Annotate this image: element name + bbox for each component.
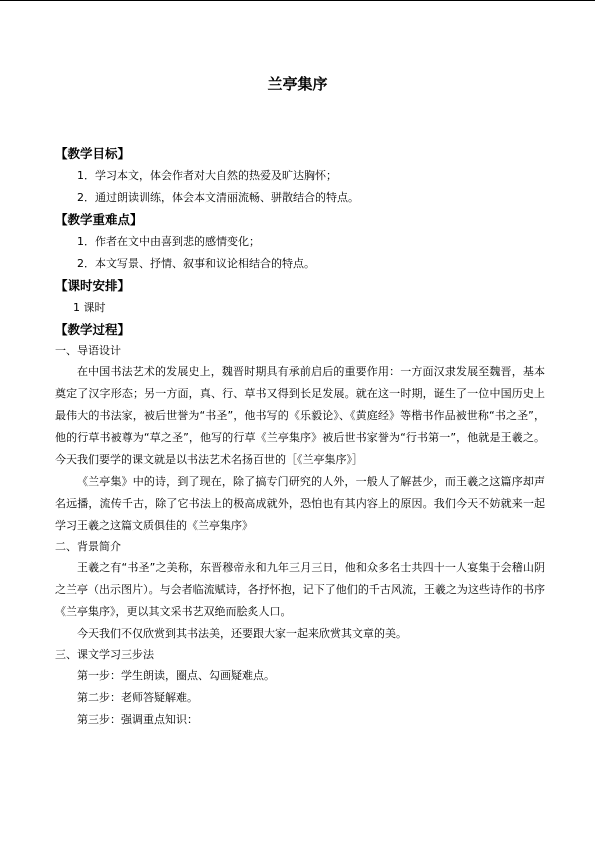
goal-item-2: 2．通过朗读训练，体会本文清丽流畅、骈散结合的特点。 (77, 191, 359, 204)
section-heading-keypoints: 【教学重难点】 (55, 212, 143, 227)
page-title: 兰亭集序 (267, 75, 328, 93)
goal-item-1: 1．学习本文，体会作者对大自然的热爱及旷达胸怀； (77, 169, 337, 182)
section-heading-goals: 【教学目标】 (55, 146, 131, 161)
section-heading-schedule: 【课时安排】 (55, 278, 131, 293)
document-body (55, 143, 545, 731)
background-paragraph-1: 王羲之有“书圣”之美称，东晋穆帝永和九年三月三日，他和众多名士共四十一人宴集于会稽山阴之兰亭（出示图片）。与会者临流赋诗，各抒怀抱，记下了他们的千古风流，王羲之为这些诗作的书序《兰亭集序》，更以其文采书艺双绝而脍炙人口。 (55, 561, 545, 618)
steps-subheading: 三、课文学习三步法 (55, 648, 154, 661)
keypoint-item-2: 2．本文写景、抒情、叙事和议论相结合的特点。 (77, 257, 315, 270)
section-heading-process: 【教学过程】 (55, 322, 131, 337)
top-border-line (0, 0, 595, 1)
step-2: 第二步：老师答疑解难。 (77, 691, 198, 704)
background-subheading: 二、背景简介 (55, 540, 121, 553)
schedule-text: 1 课时 (73, 301, 106, 314)
intro-paragraph-1: 在中国书法艺术的发展史上，魏晋时期具有承前启后的重要作用：一方面汉隶发展至魏晋，基本奠定了汉字形态；另一方面，真、行、草书又得到长足发展。就在这一时期，诞生了一位中国历史上最伟大的书法家，被后世誉为“书圣”，他书写的《乐毅论》、《黄庭经》等楷书作品被世称“书之圣”，他的行草书被尊为“草之圣”，他写的行草《兰亭集序》被后世书家誉为“行书第一”，他就是王羲之。今天我们要学的课文就是以书法艺术名扬百世的［《兰亭集序》］ (55, 365, 545, 466)
keypoint-item-1: 1．作者在文中由喜到悲的感情变化； (77, 235, 260, 248)
intro-subheading: 一、导语设计 (55, 344, 121, 357)
step-3: 第三步：强调重点知识： (77, 713, 198, 726)
intro-paragraph-2: 《兰亭集》中的诗，到了现在，除了搞专门研究的人外，一般人了解甚少，而王羲之这篇序却声名远播，流传千古，除了它书法上的极高成就外，恐怕也有其内容上的原因。我们今天不妨就来一起学习王羲之这篇文质俱佳的《兰亭集序》 (55, 475, 545, 532)
step-1: 第一步：学生朗读，圈点、勾画疑难点。 (77, 669, 275, 682)
background-paragraph-2: 今天我们不仅欣赏到其书法美，还要跟大家一起来欣赏其文章的美。 (77, 627, 407, 640)
